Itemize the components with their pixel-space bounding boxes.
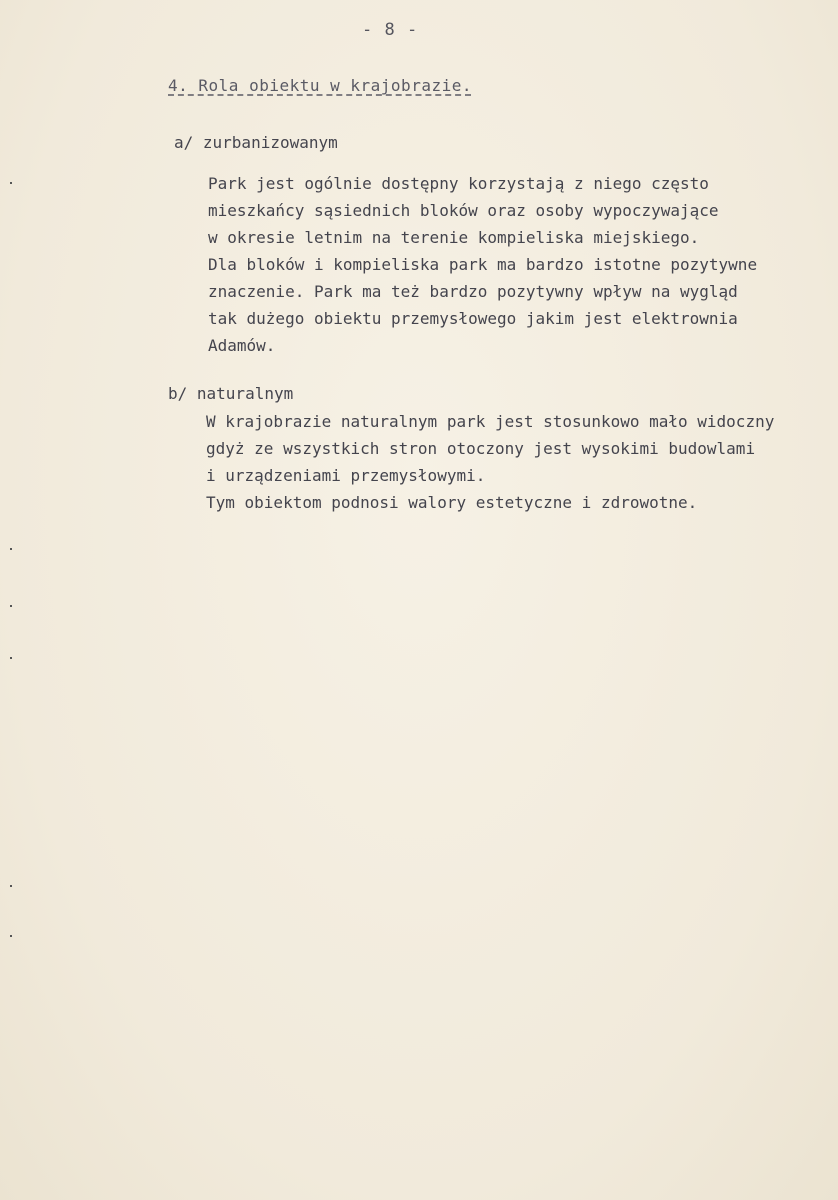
subsection-b-paragraph: [206, 408, 826, 516]
subsection-a-label: a/ zurbanizowanym: [174, 133, 338, 152]
paragraph-line: W krajobrazie naturalnym park jest stosunkowo mało widoczny: [206, 412, 775, 431]
margin-speck: [10, 605, 12, 607]
paragraph-line: tak dużego obiektu przemysłowego jakim jest elektrownia: [208, 309, 738, 328]
margin-speck: [10, 657, 12, 659]
margin-speck: [10, 548, 12, 550]
paragraph-line: w okresie letnim na terenie kompieliska miejskiego.: [208, 228, 700, 247]
paragraph-line: Tym obiektom podnosi walory estetyczne i zdrowotne.: [206, 493, 698, 512]
section-title: 4. Rola obiektu w krajobrazie.: [168, 76, 472, 95]
paragraph-line: Park jest ogólnie dostępny korzystają z niego często: [208, 174, 709, 193]
paragraph-line: Adamów.: [208, 336, 276, 355]
paragraph-line: znaczenie. Park ma też bardzo pozytywny wpływ na wygląd: [208, 282, 738, 301]
paragraph-line: i urządzeniami przemysłowymi.: [206, 466, 486, 485]
margin-speck: [10, 935, 12, 937]
margin-speck: [10, 182, 12, 184]
paragraph-line: gdyż ze wszystkich stron otoczony jest wysokimi budowlami: [206, 439, 756, 458]
subsection-b-label: b/ naturalnym: [168, 384, 294, 403]
subsection-a-paragraph: [208, 170, 818, 359]
page-number: - 8 -: [362, 20, 419, 40]
paragraph-line: mieszkańcy sąsiednich bloków oraz osoby wypoczywające: [208, 201, 719, 220]
paragraph-line: Dla bloków i kompieliska park ma bardzo istotne pozytywne: [208, 255, 758, 274]
margin-speck: [10, 885, 12, 887]
